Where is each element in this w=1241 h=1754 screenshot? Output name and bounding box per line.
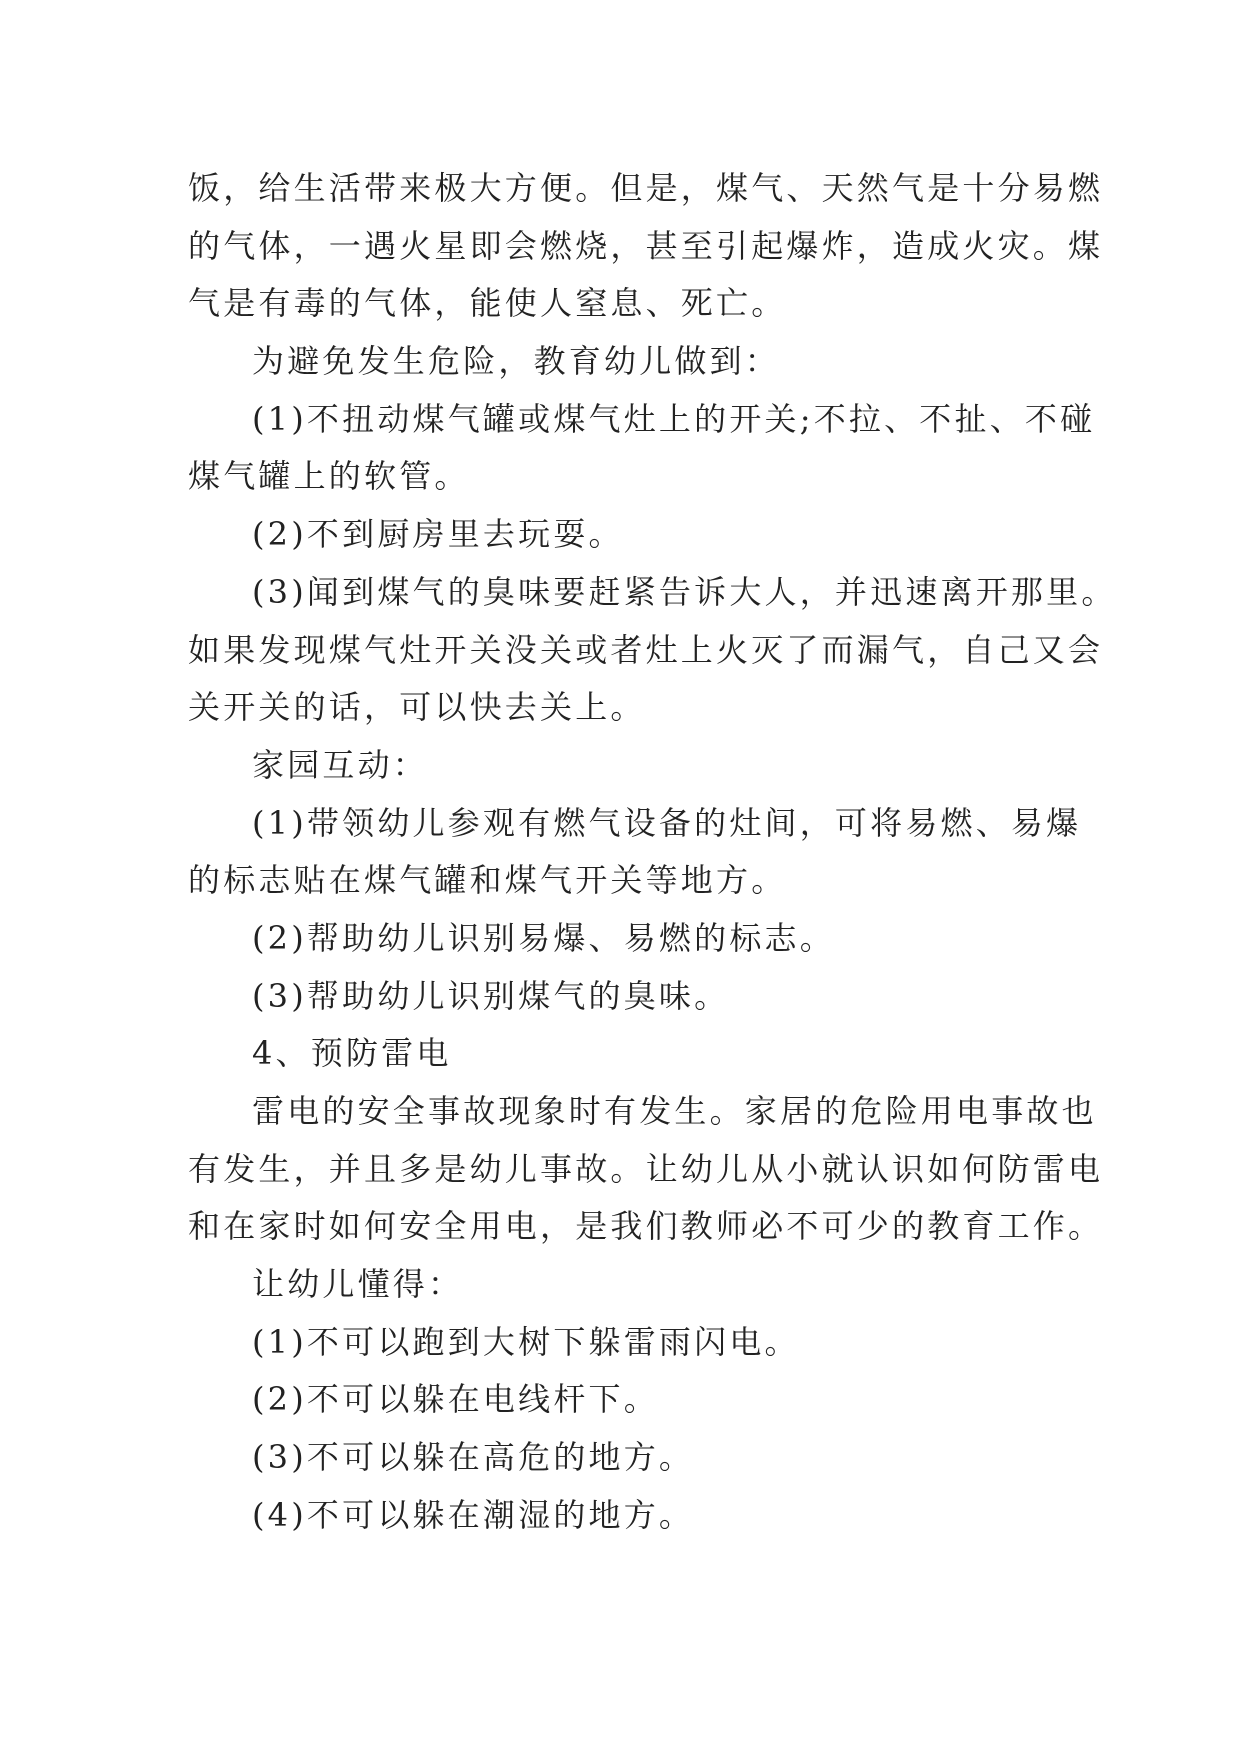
text-line: 为避免发生危险，教育幼儿做到： [252, 342, 781, 381]
text-line: 和在家时如何安全用电，是我们教师必不可少的教育工作。 [188, 1207, 1104, 1246]
text-line: 气是有毒的气体，能使人窒息、死亡。 [188, 284, 787, 323]
document-body [188, 160, 1117, 1545]
text-line: 雷电的安全事故现象时有发生。家居的危险用电事故也 [252, 1092, 1097, 1130]
text-line: 让幼儿懂得： [252, 1265, 464, 1304]
text-line: 饭，给生活带来极大方便。但是，煤气、天然气是十分易燃 [188, 169, 1104, 207]
text-line: 关开关的话，可以快去关上。 [188, 688, 646, 727]
text-line: 如果发现煤气灶开关没关或者灶上火灭了而漏气，自己又会 [188, 630, 1104, 669]
text-line: (3)不可以躲在高危的地方。 [252, 1438, 695, 1477]
text-line: (1)带领幼儿参观有燃气设备的灶间，可将易燃、易爆 [252, 803, 1082, 842]
text-line: 有发生，并且多是幼儿事故。让幼儿从小就认识如何防雷电 [188, 1149, 1104, 1188]
text-line: 家园互动： [252, 745, 429, 784]
text-line: (3)闻到煤气的臭味要赶紧告诉大人，并迅速离开那里。 [252, 572, 1117, 611]
text-line: (4)不可以躲在潮湿的地方。 [252, 1495, 695, 1534]
text-line: (3)帮助幼儿识别煤气的臭味。 [252, 976, 730, 1015]
text-line: 的气体，一遇火星即会燃烧，甚至引起爆炸，造成火灾。煤 [188, 226, 1104, 265]
text-line: (2)帮助幼儿识别易爆、易燃的标志。 [252, 918, 835, 957]
text-line: 煤气罐上的软管。 [188, 457, 470, 496]
text-line: 的标志贴在煤气罐和煤气开关等地方。 [188, 861, 787, 900]
text-line: (1)不可以跑到大树下躲雷雨闪电。 [252, 1322, 800, 1361]
text-line: (2)不可以躲在电线杆下。 [252, 1380, 659, 1419]
text-line: (1)不扭动煤气罐或煤气灶上的开关;不拉、不扯、不碰 [252, 399, 1096, 438]
section-heading: 4、预防雷电 [252, 1034, 452, 1073]
text-line: (2)不到厨房里去玩耍。 [252, 515, 624, 554]
